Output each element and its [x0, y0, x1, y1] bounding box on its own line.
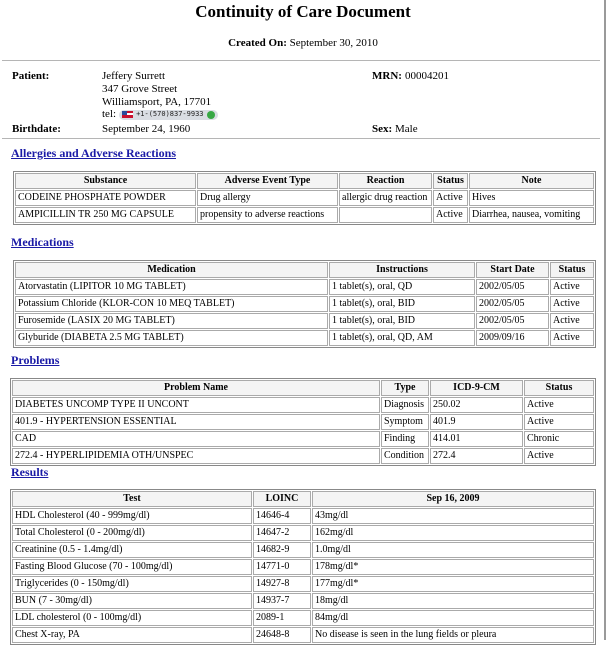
table-cell: 84mg/dl — [312, 610, 594, 626]
table-row — [12, 525, 594, 541]
table-row — [12, 414, 594, 430]
table-cell — [339, 207, 432, 223]
table-cell: 2002/05/05 — [476, 279, 549, 295]
table-cell: allergic drug reaction — [339, 190, 432, 206]
medications-column-header: Start Date — [476, 262, 549, 278]
created-on-value: September 30, 2010 — [289, 37, 378, 49]
table-cell: 1.0mg/dl — [312, 542, 594, 558]
table-row — [12, 559, 594, 575]
table-cell: Triglycerides (0 - 150mg/dl) — [12, 576, 252, 592]
allergies-column-header: Reaction — [339, 173, 432, 189]
table-row — [12, 593, 594, 609]
patient-address-line2: Williamsport, PA, 17701 — [102, 96, 212, 108]
tel-label: tel: — [102, 108, 117, 120]
table-cell: 2002/05/05 — [476, 296, 549, 312]
table-row — [12, 576, 594, 592]
birthdate-value: September 24, 1960 — [102, 123, 191, 135]
results-column-header: Sep 16, 2009 — [312, 491, 594, 507]
us-flag-icon — [122, 111, 133, 118]
table-cell: 272.4 - HYPERLIPIDEMIA OTH/UNSPEC — [12, 448, 380, 464]
problems-column-header: Type — [381, 380, 429, 396]
table-cell: Active — [524, 397, 594, 413]
table-cell: Finding — [381, 431, 429, 447]
allergies-column-header: Substance — [15, 173, 196, 189]
table-header-row — [12, 491, 594, 507]
table-cell: Hives — [469, 190, 594, 206]
problems-table — [10, 378, 596, 466]
table-cell: HDL Cholesterol (40 - 999mg/dl) — [12, 508, 252, 524]
medications-column-header: Status — [550, 262, 594, 278]
medications-heading[interactable]: Medications — [11, 235, 74, 249]
table-cell: 14647-2 — [253, 525, 311, 541]
table-row — [12, 508, 594, 524]
table-cell: Atorvastatin (LIPITOR 10 MG TABLET) — [15, 279, 328, 295]
sex-value: Male — [395, 123, 418, 135]
created-on — [0, 37, 606, 49]
table-cell: Chest X-ray, PA — [12, 627, 252, 643]
table-cell: Chronic — [524, 431, 594, 447]
table-cell: 401.9 - HYPERTENSION ESSENTIAL — [12, 414, 380, 430]
table-row — [12, 448, 594, 464]
table-header-row — [15, 173, 594, 189]
medications-column-header: Medication — [15, 262, 328, 278]
table-cell: Symptom — [381, 414, 429, 430]
table-cell: Condition — [381, 448, 429, 464]
table-cell: 414.01 — [430, 431, 523, 447]
table-cell: 1 tablet(s), oral, BID — [329, 296, 475, 312]
table-cell: 1 tablet(s), oral, BID — [329, 313, 475, 329]
table-cell: AMPICILLIN TR 250 MG CAPSULE — [15, 207, 196, 223]
table-row — [15, 207, 594, 223]
results-column-header: Test — [12, 491, 252, 507]
table-cell: Active — [433, 190, 468, 206]
table-cell: Fasting Blood Glucose (70 - 100mg/dl) — [12, 559, 252, 575]
demographics-divider — [2, 138, 600, 139]
results-column-header: LOINC — [253, 491, 311, 507]
allergies-column-header: Adverse Event Type — [197, 173, 338, 189]
table-cell: LDL cholesterol (0 - 100mg/dl) — [12, 610, 252, 626]
birthdate-label: Birthdate: — [12, 123, 61, 135]
table-header-row — [12, 380, 594, 396]
allergies-heading[interactable]: Allergies and Adverse Reactions — [11, 146, 176, 160]
patient-phone — [102, 108, 218, 121]
table-header-row — [15, 262, 594, 278]
medications-column-header: Instructions — [329, 262, 475, 278]
table-row — [12, 610, 594, 626]
patient-name: Jeffery Surrett — [102, 70, 166, 82]
results-table — [10, 489, 596, 645]
created-on-label: Created On: — [228, 37, 287, 49]
problems-column-header: Status — [524, 380, 594, 396]
table-cell: Potassium Chloride (KLOR-CON 10 MEQ TABLET) — [15, 296, 328, 312]
table-cell: 14927-8 — [253, 576, 311, 592]
problems-column-header: ICD-9-CM — [430, 380, 523, 396]
table-cell: 401.9 — [430, 414, 523, 430]
problems-heading[interactable]: Problems — [11, 353, 60, 367]
table-cell: Active — [550, 296, 594, 312]
allergies-table — [13, 171, 596, 225]
table-cell: 272.4 — [430, 448, 523, 464]
table-cell: Active — [550, 330, 594, 346]
table-cell: No disease is seen in the lung fields or pleura — [312, 627, 594, 643]
table-cell: 162mg/dl — [312, 525, 594, 541]
table-row — [12, 397, 594, 413]
document-title: Continuity of Care Document — [195, 2, 411, 21]
table-cell: Furosemide (LASIX 20 MG TABLET) — [15, 313, 328, 329]
table-cell: 2002/05/05 — [476, 313, 549, 329]
table-row — [15, 313, 594, 329]
table-cell: 18mg/dl — [312, 593, 594, 609]
patient-address-line1: 347 Grove Street — [102, 83, 178, 95]
table-cell: Creatinine (0.5 - 1.4mg/dl) — [12, 542, 252, 558]
table-cell: Total Cholesterol (0 - 200mg/dl) — [12, 525, 252, 541]
phone-number: +1-(570)837-9933 — [136, 110, 204, 118]
table-cell: 1 tablet(s), oral, QD, AM — [329, 330, 475, 346]
table-cell: Active — [524, 414, 594, 430]
sex-label: Sex: — [372, 123, 393, 135]
medications-table — [13, 260, 596, 348]
table-row — [15, 296, 594, 312]
table-cell: 2009/09/16 — [476, 330, 549, 346]
header-divider — [2, 60, 600, 61]
table-row — [15, 279, 594, 295]
table-cell: CODEINE PHOSPHATE POWDER — [15, 190, 196, 206]
table-cell: 14937-7 — [253, 593, 311, 609]
table-cell: DIABETES UNCOMP TYPE II UNCONT — [12, 397, 380, 413]
table-cell: Active — [550, 279, 594, 295]
phone-call-badge[interactable] — [119, 110, 217, 120]
table-cell: CAD — [12, 431, 380, 447]
results-heading[interactable]: Results — [11, 465, 49, 479]
table-cell: BUN (7 - 30mg/dl) — [12, 593, 252, 609]
table-cell: Active — [524, 448, 594, 464]
table-cell: 177mg/dl* — [312, 576, 594, 592]
table-cell: 14771-0 — [253, 559, 311, 575]
table-cell: Diarrhea, nausea, vomiting — [469, 207, 594, 223]
table-cell: Active — [433, 207, 468, 223]
table-cell: Drug allergy — [197, 190, 338, 206]
call-icon[interactable] — [207, 111, 215, 119]
table-cell: Active — [550, 313, 594, 329]
table-cell: 14646-4 — [253, 508, 311, 524]
table-cell: 43mg/dl — [312, 508, 594, 524]
table-cell: Diagnosis — [381, 397, 429, 413]
table-cell: 1 tablet(s), oral, QD — [329, 279, 475, 295]
patient-label: Patient: — [12, 70, 50, 82]
table-cell: 250.02 — [430, 397, 523, 413]
table-row — [15, 190, 594, 206]
table-cell: 24648-8 — [253, 627, 311, 643]
table-row — [12, 627, 594, 643]
table-row — [12, 431, 594, 447]
mrn-value: 00004201 — [405, 70, 449, 82]
table-cell: 2089-1 — [253, 610, 311, 626]
allergies-column-header: Note — [469, 173, 594, 189]
mrn-label: MRN: — [372, 70, 402, 82]
table-cell: Glyburide (DIABETA 2.5 MG TABLET) — [15, 330, 328, 346]
table-cell: 14682-9 — [253, 542, 311, 558]
table-cell: 178mg/dl* — [312, 559, 594, 575]
table-row — [12, 542, 594, 558]
problems-column-header: Problem Name — [12, 380, 380, 396]
table-row — [15, 330, 594, 346]
allergies-column-header: Status — [433, 173, 468, 189]
table-cell: propensity to adverse reactions — [197, 207, 338, 223]
